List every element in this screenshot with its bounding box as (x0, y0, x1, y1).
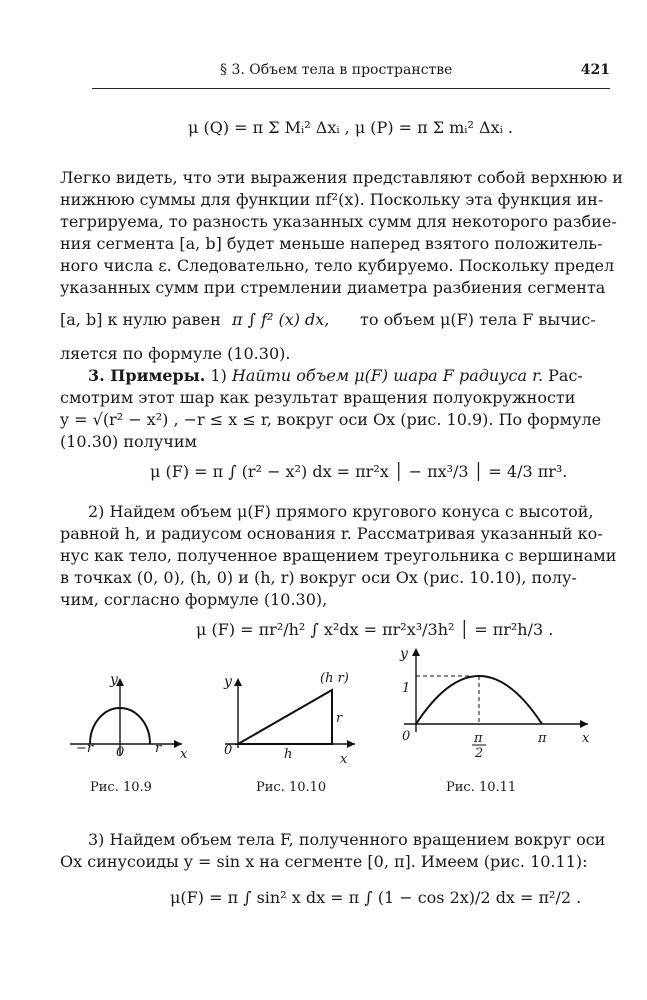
limit-integral: π ∫ f² (x) dx, (232, 310, 330, 329)
figure-10-9 (60, 670, 210, 770)
fig2-x-arrow-icon (347, 740, 355, 748)
fig3-label-y: y (400, 646, 408, 662)
item2-line-4: в точках (0, 0), (h, 0) и (h, r) вокруг оси Ox (рис. 10.10), полу- (60, 568, 577, 587)
fig3-caption: Рис. 10.11 (446, 780, 517, 795)
formula-cone: μ (F) = πr²/h² ∫ x²dx = πr²x³/3h² │ = πr²h/3 . (196, 620, 554, 639)
para1-line-3: тегрируема, то разность указанных сумм для некоторого разбие- (60, 212, 617, 231)
item2-line-3: нус как тело, полученное вращением треугольника с вершинами (60, 546, 617, 565)
fig1-label-neg-r: −r (76, 741, 94, 756)
fig2-label-zero: 0 (224, 743, 233, 758)
formula-reference-line: ляется по формуле (10.30). (60, 344, 291, 363)
fig2-label-y: y (224, 674, 232, 690)
fig2-y-arrow-icon (234, 678, 242, 686)
figure-10-10 (220, 668, 370, 773)
page-number: 421 (580, 62, 610, 78)
fig2-caption: Рис. 10.10 (256, 780, 327, 795)
fig2-label-r: r (336, 711, 343, 726)
figure-10-11 (396, 640, 601, 770)
fig3-x-arrow-icon (580, 720, 588, 728)
fig1-label-zero: 0 (116, 745, 125, 760)
fig1-label-r: r (155, 741, 162, 756)
item2-line-5: чим, согласно формуле (10.30), (60, 590, 328, 609)
formula-sine: μ(F) = π ∫ sin² x dx = π ∫ (1 − cos 2x)/2 dx = π²/2 . (170, 888, 582, 907)
examples-line-1 (88, 366, 638, 385)
example1-task: Найти объем μ(F) шара F радиуса r. (231, 366, 544, 385)
fig3-label-one: 1 (402, 681, 411, 696)
fig1-label-y: y (110, 672, 118, 688)
para1-line-6: указанных сумм при стремлении диаметра разбиения сегмента (60, 278, 606, 297)
para1-line-2: нижнюю суммы для функции πf²(x). Поскольку эта функция ин- (60, 190, 604, 209)
fig3-label-pi-half-den: 2 (475, 746, 484, 761)
formula-sums-text: μ (Q) = π Σ Mᵢ² Δxᵢ , μ (P) = π Σ mᵢ² Δxᵢ . (188, 118, 513, 137)
para1-line-4: ния сегмента [a, b] будет меньше наперед взятого положитель- (60, 234, 603, 253)
fig3-label-zero: 0 (402, 729, 411, 744)
examples-line-2: смотрим этот шар как результат вращения полуокружности (60, 388, 576, 407)
item3-line-2: Ox синусоиды y = sin x на сегменте [0, π]. Имеем (рис. 10.11): (60, 852, 588, 871)
limit-line (60, 310, 610, 329)
examples-heading: 3. Примеры. (88, 366, 206, 385)
fig3-y-arrow-icon (412, 648, 420, 656)
item2-line-2: равной h, и радиусом основания r. Рассматривая указанный ко- (60, 524, 603, 543)
fig2-label-h: h (284, 747, 293, 762)
limit-right: то объем μ(F) тела F вычис- (360, 310, 596, 329)
fig2-triangle (238, 690, 332, 744)
examples-line-3: y = √(r² − x²) , −r ≤ x ≤ r, вокруг оси Ox (рис. 10.9). По формуле (60, 410, 602, 429)
formula-sums (188, 118, 513, 137)
fig3-label-pi: π (538, 731, 547, 746)
fig3-label-x: x (582, 731, 590, 746)
item3-line-1: 3) Найдем объем тела F, полученного вращением вокруг оси (88, 830, 606, 849)
formula-ball: μ (F) = π ∫ (r² − x²) dx = πr²x │ − πx³/3 │ = 4/3 πr³. (150, 462, 568, 481)
para1-line-5: ного числа ε. Следовательно, тело кубируемо. Поскольку предел (60, 256, 615, 275)
limit-left: [a, b] к нулю равен (60, 310, 221, 329)
section-title: § 3. Объем тела в пространстве (220, 62, 453, 78)
item2-line-1: 2) Найдем объем μ(F) прямого кругового конуса с высотой, (88, 502, 594, 521)
example1-number: 1) (210, 366, 227, 385)
para1-line-1: Легко видеть, что эти выражения представляют собой верхнюю и (60, 168, 623, 187)
fig2-label-x: x (340, 752, 348, 767)
example1-cont: Рас- (548, 366, 583, 385)
fig1-label-x: x (180, 747, 188, 762)
fig2-label-hr: (h r) (320, 671, 349, 686)
examples-line-4: (10.30) получим (60, 432, 197, 451)
header-rule (92, 88, 610, 89)
fig1-caption: Рис. 10.9 (90, 780, 152, 795)
fig3-label-pi-half-num: π (474, 731, 483, 746)
